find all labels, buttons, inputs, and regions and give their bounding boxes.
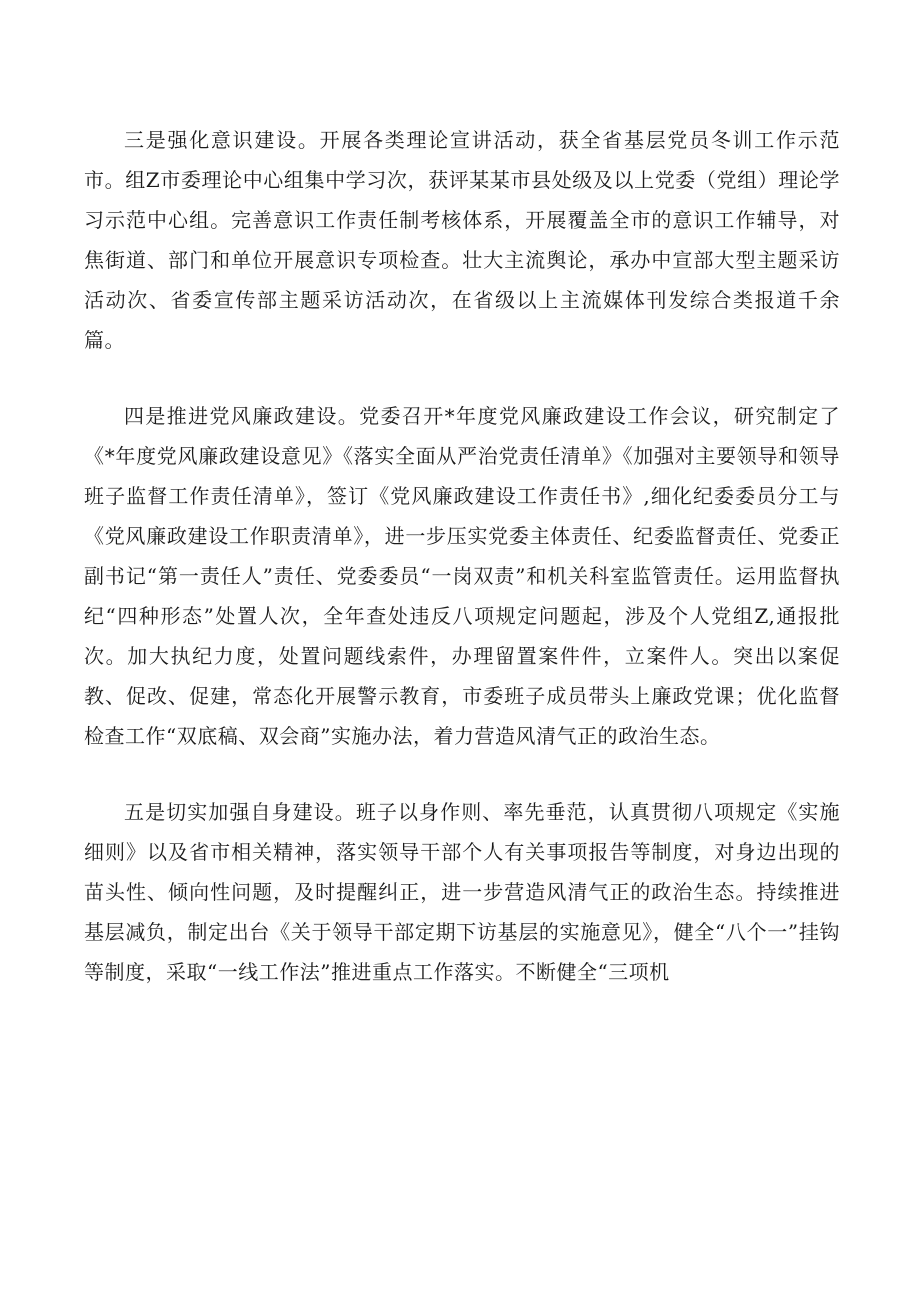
document-body xyxy=(84,120,840,1028)
paragraph-party-conduct: 四是推进党风廉政建设。党委召开*年度党风廉政建设工作会议，研究制定了《*年度党风廉政建设意见》《落实全面从严治党责任清单》《加强对主要领导和领导班子监督工作责任清单》，签订《党风廉政建设工作责任书》,细化纪委委员分工与《党风廉政建设工作职责清单》，进一步压实党委主体责任、纪委监督责任、党委正副书记“第一责任人”责任、党委委员“一岗双责”和机关科室监管责任。运用监督执纪“四种形态”处置人次，全年查处违反八项规定问题起，涉及个人党组Z,通报批次。加大执纪力度，处置问题线索件，办理留置案件件，立案件人。突出以案促教、促改、促建，常态化开展警示教育，市委班子成员带头上廉政党课；优化监督检查工作“双底稿、双会商”实施办法，着力营造风清气正的政治生态。 xyxy=(84,404,840,748)
paragraph-ideology-building: 三是强化意识建设。开展各类理论宣讲活动，获全省基层党员冬训工作示范市。组Z市委理论中心组集中学习次，获评某某市县处级及以上党委（党组）理论学习示范中心组。完善意识工作责任制考核体系，开展覆盖全市的意识工作辅导，对焦街道、部门和单位开展意识专项检查。壮大主流舆论，承办中宣部大型主题采访活动次、省委宣传部主题采访活动次，在省级以上主流媒体刊发综合类报道千余篇。 xyxy=(84,128,840,352)
paragraph-self-building: 五是切实加强自身建设。班子以身作则、率先垂范，认真贯彻八项规定《实施细则》以及省市相关精神，落实领导干部个人有关事项报告等制度，对身边出现的苗头性、倾向性问题，及时提醒纠正，进一步营造风清气正的政治生态。持续推进基层减负，制定出台《关于领导干部定期下访基层的实施意见》，健全“八个一”挂钩等制度，采取“一线工作法”推进重点工作落实。不断健全“三项机 xyxy=(84,800,840,984)
